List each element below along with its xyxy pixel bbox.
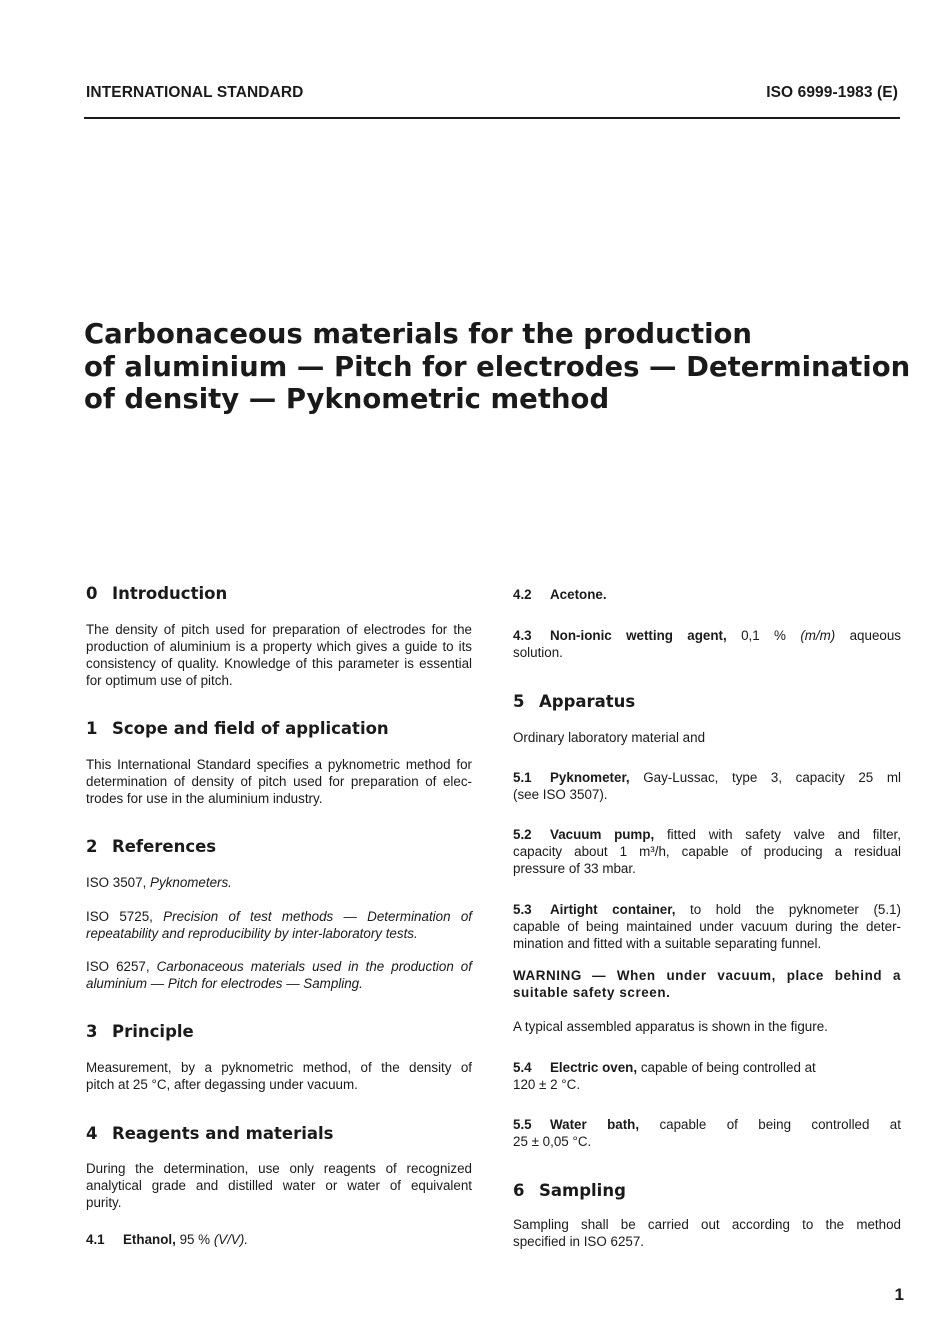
- reference-title: Carbonaceous materials used in the production of: [156, 959, 472, 974]
- reference-iso-3507: [86, 874, 472, 891]
- subsection-text-cont: aqueous: [835, 628, 901, 643]
- section-number: 3: [86, 1022, 98, 1041]
- document-title: [84, 318, 911, 416]
- section-title: Apparatus: [539, 692, 636, 711]
- subsection-number: 5.2: [513, 827, 532, 842]
- text-line: production of aluminium is a property which gives a guide to its: [86, 639, 472, 654]
- reference-title-cont: repeatability and reproducibility by inter-laboratory tests.: [86, 926, 418, 941]
- subsection-4-1: [86, 1231, 472, 1248]
- title-line-3: of density — Pyknometric method: [84, 383, 610, 415]
- subsection-name: Water bath,: [550, 1117, 640, 1132]
- header-divider: [84, 117, 900, 119]
- text-line: determination of density of pitch used for preparation of elec-: [86, 774, 472, 789]
- text-line: pressure of 33 mbar.: [513, 861, 636, 876]
- section-6-heading: [513, 1181, 626, 1200]
- reference-iso-6257: [86, 958, 472, 992]
- section-title: Introduction: [112, 584, 228, 603]
- text-line: 25 ± 0,05 °C.: [513, 1134, 592, 1149]
- section-number: 1: [86, 719, 98, 738]
- subsection-name: Non-ionic wetting agent,: [550, 628, 727, 643]
- subsection-number: 4.2: [513, 587, 532, 602]
- section-1-heading: [86, 719, 389, 738]
- section-4-heading: [86, 1124, 333, 1143]
- section-number: 5: [513, 692, 525, 711]
- text-line: solution.: [513, 645, 563, 660]
- text-line: for optimum use of pitch.: [86, 673, 233, 688]
- subsection-unit: (V/V).: [213, 1232, 249, 1247]
- section-number: 2: [86, 837, 98, 856]
- text-line: A typical assembled apparatus is shown in the figure.: [513, 1019, 828, 1034]
- subsection-4-3: [513, 627, 901, 661]
- subsection-5-3: [513, 901, 901, 952]
- title-line-1: Carbonaceous materials for the production: [84, 318, 752, 350]
- safety-warning: [513, 967, 901, 1001]
- subsection-name: Electric oven,: [550, 1060, 638, 1075]
- subsection-5-5: [513, 1116, 901, 1150]
- subsection-text: 95 %: [179, 1232, 214, 1247]
- section-5-intro: [513, 729, 901, 746]
- warning-text: — When under vacuum, place behind a: [592, 968, 901, 983]
- section-title: References: [112, 837, 217, 856]
- text-line: This International Standard specifies a pyknometric method for: [86, 757, 472, 772]
- reference-title: Precision of test methods — Determination of: [163, 909, 472, 924]
- section-1-body: [86, 756, 472, 807]
- subsection-text: fitted with safety valve and filter,: [666, 827, 901, 842]
- subsection-text: to hold the pyknometer (5.1): [690, 902, 901, 917]
- section-title: Sampling: [539, 1181, 626, 1200]
- text-line: capacity about 1 m³/h, capable of producing a residual: [513, 844, 901, 859]
- subsection-text: capable of being controlled at: [659, 1117, 901, 1132]
- text-line: Sampling shall be carried out according to the method: [513, 1217, 901, 1232]
- figure-note: [513, 1018, 901, 1035]
- subsection-5-1: [513, 769, 901, 803]
- section-5-heading: [513, 692, 635, 711]
- header-standard-label: INTERNATIONAL STANDARD: [86, 84, 304, 101]
- text-line: During the determination, use only reagents of recognized: [86, 1161, 472, 1176]
- text-line: Ordinary laboratory material and: [513, 730, 706, 745]
- subsection-4-2: [513, 586, 901, 603]
- section-title: Principle: [112, 1022, 194, 1041]
- text-line: trodes for use in the aluminium industry.: [86, 791, 323, 806]
- section-3-body: [86, 1059, 472, 1093]
- text-line: The density of pitch used for preparation of electrodes for the: [86, 622, 472, 637]
- text-line: mination and fitted with a suitable separating funnel.: [513, 936, 822, 951]
- subsection-number: 5.5: [513, 1117, 532, 1132]
- section-0-body: [86, 621, 472, 689]
- subsection-text: 0,1 %: [741, 628, 801, 643]
- text-line: analytical grade and distilled water or water of equivalent: [86, 1178, 472, 1193]
- subsection-5-4: [513, 1059, 901, 1093]
- page-number: 1: [894, 1285, 904, 1304]
- text-line: Measurement, by a pyknometric method, of the density of: [86, 1060, 472, 1075]
- subsection-name: Airtight container,: [550, 902, 676, 917]
- section-4-body: [86, 1160, 472, 1211]
- subsection-number: 5.4: [513, 1060, 532, 1075]
- section-6-body: [513, 1216, 901, 1250]
- text-line: capable of being maintained under vacuum during the deter-: [513, 919, 901, 934]
- subsection-unit: (m/m): [800, 628, 836, 643]
- reference-code: ISO 3507,: [86, 875, 147, 890]
- subsection-number: 5.3: [513, 902, 532, 917]
- subsection-name: Pyknometer,: [550, 770, 630, 785]
- section-title: Scope and field of application: [112, 719, 389, 738]
- subsection-name: Acetone.: [550, 587, 607, 602]
- section-2-heading: [86, 837, 216, 856]
- warning-text-cont: suitable safety screen.: [513, 985, 671, 1000]
- section-number: 6: [513, 1181, 525, 1200]
- header-document-number: ISO 6999-1983 (E): [766, 84, 898, 101]
- subsection-name: Vacuum pump,: [550, 827, 655, 842]
- section-0-heading: [86, 584, 227, 603]
- text-line: consistency of quality. Knowledge of this parameter is essential: [86, 656, 472, 671]
- subsection-text: capable of being controlled at: [640, 1060, 816, 1075]
- title-line-2: of aluminium — Pitch for electrodes — Determination: [84, 350, 911, 383]
- reference-code: ISO 5725,: [86, 909, 153, 924]
- subsection-number: 4.1: [86, 1232, 105, 1247]
- subsection-text: Gay-Lussac, type 3, capacity 25 ml: [643, 770, 901, 785]
- subsection-name: Ethanol,: [123, 1232, 176, 1247]
- text-line: (see ISO 3507).: [513, 787, 608, 802]
- reference-title-cont: aluminium — Pitch for electrodes — Sampling.: [86, 976, 363, 991]
- text-line: pitch at 25 °C, after degassing under vacuum.: [86, 1077, 358, 1092]
- subsection-5-2: [513, 826, 901, 877]
- subsection-number: 4.3: [513, 628, 532, 643]
- section-title: Reagents and materials: [112, 1124, 334, 1143]
- section-number: 4: [86, 1124, 98, 1143]
- subsection-number: 5.1: [513, 770, 532, 785]
- section-number: 0: [86, 584, 98, 603]
- text-line: specified in ISO 6257.: [513, 1234, 645, 1249]
- warning-label: WARNING: [513, 968, 582, 983]
- reference-iso-5725: [86, 908, 472, 942]
- text-line: purity.: [86, 1195, 122, 1210]
- reference-code: ISO 6257,: [86, 959, 150, 974]
- reference-title: Pyknometers.: [150, 875, 232, 890]
- section-3-heading: [86, 1022, 194, 1041]
- text-line: 120 ± 2 °C.: [513, 1077, 581, 1092]
